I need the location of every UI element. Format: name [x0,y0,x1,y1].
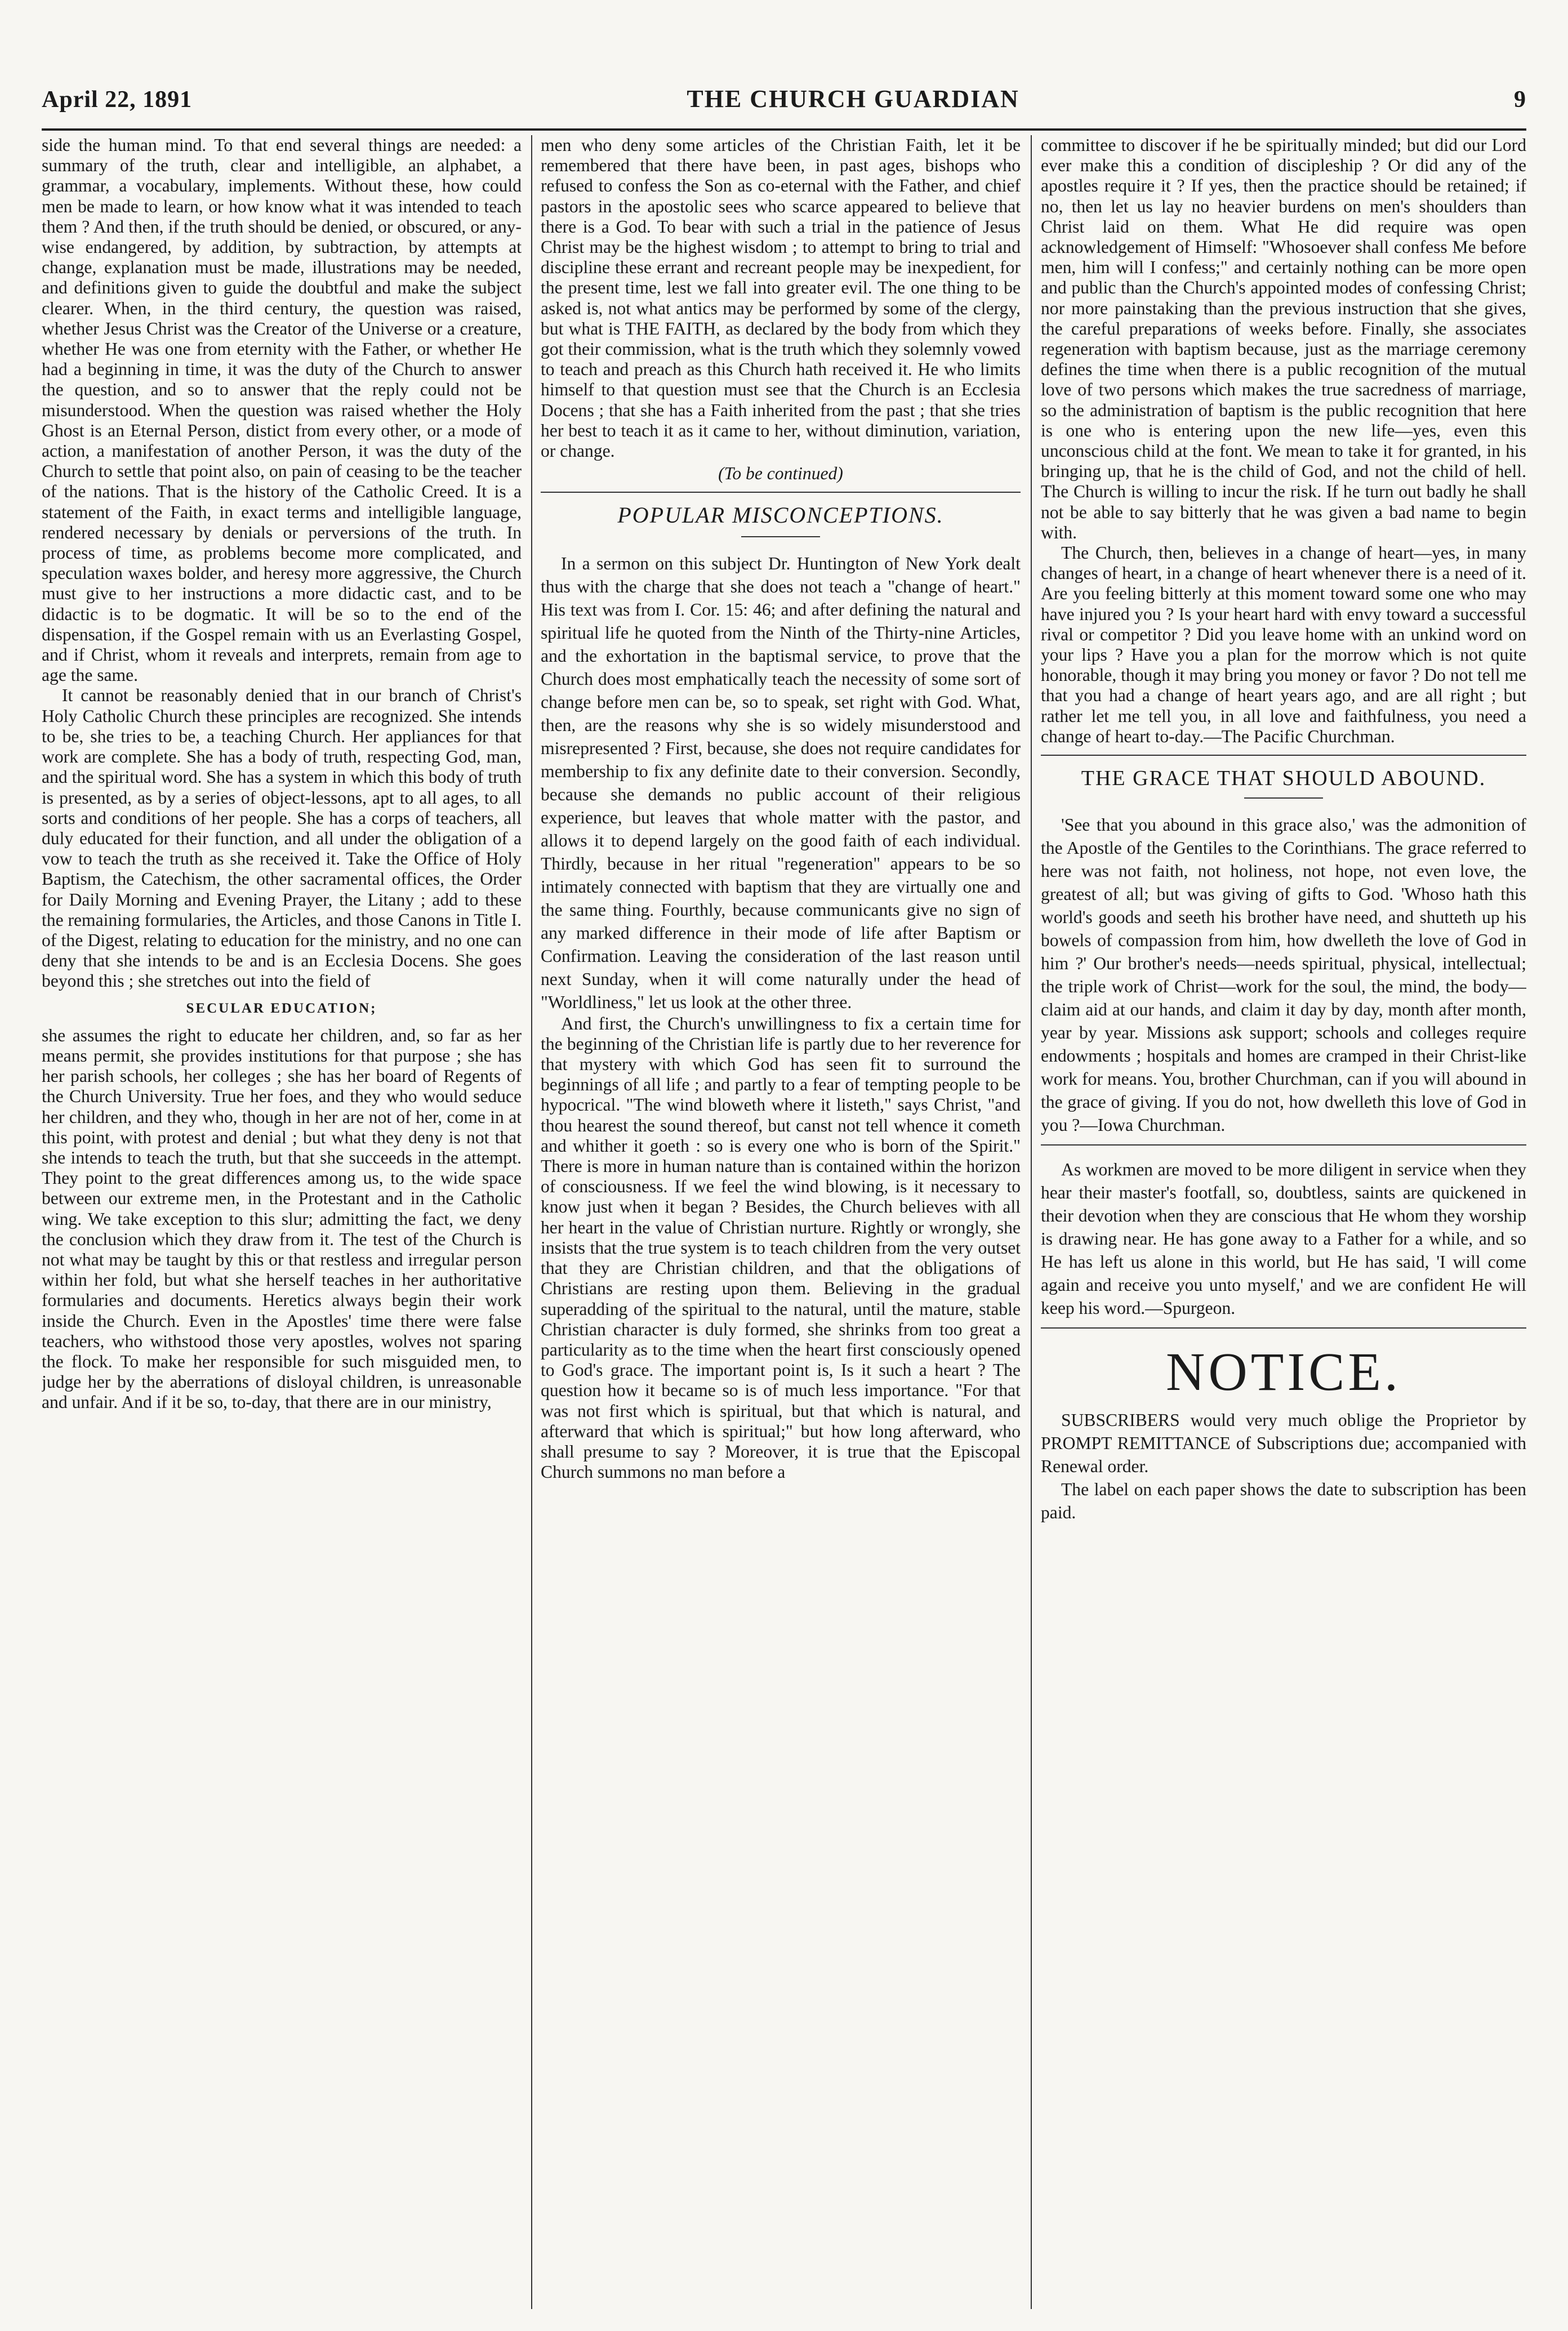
title-underline [1244,797,1323,799]
masthead-rule [42,128,1526,131]
to-be-continued: (To be continued) [718,463,843,484]
notice-paragraph: SUBSCRIBERS would very much oblige the Proprietor by PROMPT REMITTANCE of Subscriptions due; accompanied with Renewal order. [1041,1410,1526,1477]
notice-paragraph: The label on each paper shows the date to subscription has been paid. [1041,1479,1526,1523]
column-2 [541,135,1021,2309]
paragraph: side the human mind. To that end several things are needed: a summary of the truth, clear and intelligible, an alphabet, a grammar, a vocabulary, implements. Without these, how could men be made to learn, or how know what it was intended to teach them ? And then, if the truth should be denied, or obscured, or any-wise endangered, by addition, by subtraction, by attempts at change, explanation must be made, illustrations may be needed, and definitions given to guide the doubtful and make the subject clearer. When, in the third century, the question was raised, whether Jesus Christ was the Creator of the Universe or a creature, whether He was one from eternity with the Father, or whether He had a beginning in time, it was the duty of the Church to answer the question, and so to answer that the reply could not be misunderstood. When the question was raised whether the Holy Ghost is an Eternal Person, distict from every other, or a mode of action, a manifestation of another Person, it was the duty of the Church to settle that point also, on pain of ceasing to be the teacher of the nations. That is the history of the Catholic Creed. It is a statement of the Faith, in exact terms and intelligible language, rendered necessary by denials or perversions of the truth. In process of time, as problems become more complicated, and speculation waxes bolder, and heresy more aggressive, the Church must give to her instructions a more didactic cast, and to be didactic is to be dogmatic. It will be so to the end of the dispensation, if the Gospel remain with us an Everlasting Gospel, and if Christ, whom it reveals and interprets, remain from age to age the same. [42,135,522,685]
paragraph: The Church, then, believes in a change of heart—yes, in many changes of heart, in a change of heart whenever there is a need of it. Are you feeling bitterly at this moment toward some one who may have injured you ? Is your heart hard with envy toward a successful rival or competitor ? Did you leave home with an unkind word on your lips ? Have you a plan for the morrow which is not quite honorable, though it may bring you money or favor ? Do not tell me that you had a change of heart years ago, and are all right ; but rather let me tell you, in all love and faithfulness, you need a change of heart to-day.—The Pacific Churchman. [1041,543,1526,746]
notice-title: NOTICE. [1166,1341,1401,1402]
article-title: POPULAR MISCONCEPTIONS. [617,502,944,528]
section-subhead: SECULAR EDUCATION; [186,1000,377,1016]
paragraph: As workmen are moved to be more diligent in service when they hear their master's footfall, so, doubtless, saints are quickened in their devotion when they are conscious that He whom they worship is drawing near. He has gone away to a Father for a while, and so He has left us alone in this world, but He has said, 'I will come again and receive you unto myself,' and we are confident He will keep his word.—Spurgeon. [1041,1160,1526,1318]
paragraph: 'See that you abound in this grace also,' was the admonition of the Apostle of the Gentiles to the Corinthians. The grace referred to here was not faith, not holiness, not hope, not even love, the greatest of all; but was giving of gifts to God. 'Whoso hath this world's goods and seeth his brother have need, and shutteth up his bowels of compassion from him, how dwelleth the love of God in him ?' Our brother's needs—needs spiritual, physical, intellectual; the triple work of Christ—work for the soul, the mind, the body—claim aid at our hands, and claim it day by day, month after month, year by year. Missions ask support; schools and colleges require endowments ; hospitals and homes are cramped in their Christ-like work for means. You, brother Churchman, can if you will abound in the grace of giving. If you do not, how dwelleth this love of God in you ?—Iowa Churchman. [1041,815,1526,1135]
article-divider [541,492,1021,493]
column-divider [531,135,532,2309]
article-divider [1041,1144,1526,1146]
paragraph: committee to discover if he be spiritually minded; but did our Lord ever make this a condition of discipleship ? Or did any of the apostles require it ? If yes, then the practice should be retained; if no, then let us lay no heavier burdens on men's shoulders than Christ laid on them. What He did require was open acknowledgement of Himself: "Whosoever shall confess Me before men, him will I confess;" and certainly nothing can be more open and public than the Church's appointed modes of confessing Christ; nor more painstaking than the previous instruction that she gives, the careful preparations of weeks before. Finally, she associates regeneration with baptism because, just as the marriage ceremony defines the time when there is a public recognition of the mutual love of two persons which makes the true sacredness of marriage, so the administration of baptism is the public recognition that here is one who is entering upon the new life—yes, even this unconscious child at the font. We mean to take it for granted, in his bringing up, that he is the child of God, and not the child of hell. The Church is willing to incur the risk. If he turn out badly he shall not be able to say bitterly that he was given a bad name to begin with. [1041,135,1526,542]
paragraph: In a sermon on this subject Dr. Huntington of New York dealt thus with the charge that she does not teach a "change of heart." His text was from I. Cor. 15: 46; and after defining the natural and spiritual life he quoted from the Ninth of the Thirty-nine Articles, and the exhortation in the baptismal service, to prove that the Church does most emphatically teach the necessity of some sort of change before men can be, so to speak, set right with God. What, then, are the reasons why she is so widely misunderstood and misrepresented ? First, because, she does not require candidates for membership to fix any definite date to their conversion. Secondly, because she demands no public account of their religious experience, but leaves that whole matter with the pastor, and allows it to depend largely on the good faith of each individual. Thirdly, because in her ritual "regeneration" appears to be so intimately connected with baptism that they are virtually one and the same thing. Fourthly, because communicants give no sign of any marked difference in their mode of life after Baptism or Confirmation. Leaving the consideration of the last reason until next Sunday, when it will come naturally under the head of "Worldliness," let us look at the other three. [541,553,1021,1012]
column-3 [1041,135,1526,2309]
issue-date: April 22, 1891 [42,87,193,113]
article-title: THE GRACE THAT SHOULD ABOUND. [1081,766,1486,791]
paragraph: men who deny some articles of the Christian Faith, let it be remembered that there have been, in past ages, bishops who refused to confess the Son as co-eternal with the Father, and chief pastors in the apostolic sees who scarce appeared to believe that there is a God. To bear with such a trial in the patience of Jesus Christ may be the highest wisdom ; to attempt to bring to trial and discipline these errant and recreant people may be inexpedient, for the present time, lest we fall into greater evil. The one thing to be asked is, not what antics may be performed by some of the clergy, but what is THE FAITH, as declared by the body from which they got their commission, what is the truth which they solemnly vowed to teach and preach as this Church hath received it. He who limits himself to that question must see that the Church is an Ecclesia Docens ; that she has a Faith inherited from the past ; that she tries her best to teach it as it came to her, without diminution, variation, or change. [541,135,1021,461]
masthead [42,84,1526,124]
paragraph: And first, the Church's unwillingness to fix a certain time for the beginning of the Christian life is partly due to her reverence for that mystery with which God has seen fit to surround the beginnings of all life ; and partly to a fear of tempting people to be hypocrical. "The wind bloweth where it listeth," says Christ, "and thou hearest the sound thereof, but canst not tell whence it cometh and whither it goeth : so is every one who is born of the Spirit." There is more in human nature than is contained within the horizon of consciousness. If we feel the wind blowing, is it necessary to know just when it began ? Besides, the Church believes with all her heart in the value of Christian nurture. Rightly or wrongly, she insists that the true system is to teach children from the very outset that they are Christian children, and that the obligations of Christians are resting upon them. Believing in the gradual superadding of the spiritual to the natural, until the mature, stable Christian character is duly formed, she shrinks from too great a particularity as to the time when the heart first consciously opened to God's grace. The important point is, Is it such a heart ? The question how it became so is of much less importance. "For that was not first which is spiritual, but that which is natural, and afterward that which is spiritual;" but how long afterward, who shall presume to say ? Moreover, it is true that the Episcopal Church summons no man before a [541,1013,1021,1482]
paragraph: It cannot be reasonably denied that in our branch of Christ's Holy Catholic Church these principles are recognized. She intends to be, she tries to be, a teaching Church. Her appliances for that work are complete. She has a body of truth, respecting God, man, and the spiritual word. She has a system in which this body of truth is presented, as by a series of object-lessons, apt to all ages, to all sorts and conditions of her people. She has a corps of teachers, all duly educated for their function, and all under the obligation of a vow to teach the truth as she received it. Take the Office of Holy Baptism, the Catechism, the other sacramental offices, the Order for Daily Morning and Evening Prayer, the Litany ; add to these the remaining formularies, the Articles, and those Canons in Title I. of the Digest, relating to education for the ministry, and no one can deny that she intends to be and is an Ecclesia Docens. She goes beyond this ; she stretches out into the field of [42,685,522,991]
column-divider [1031,135,1032,2309]
newspaper-title: THE CHURCH GUARDIAN [687,85,1019,113]
article-divider [1041,1327,1526,1329]
column-1 [42,135,522,2309]
article-divider [1041,755,1526,756]
title-underline [741,536,820,537]
page-number: 9 [1514,87,1526,113]
paragraph: she assumes the right to educate her children, and, so far as her means permit, she provides institutions for that purpose ; she has her parish schools, her colleges ; she has her board of Regents of the Church University. True her foes, and they who would seduce her children, and they who, though in her are not of her, come in at this point, with protest and denial ; but what they deny is not that she intends to teach the truth, but that she succeeds in the attempt. They point to the great differences among us, to the wide space between our extreme men, in the Protestant and in the Catholic wing. We take exception to this slur; admitting the fact, we deny the conclusion which they draw from it. The test of the Church is not what may be taught by this or that restless and irregular person within her fold, but what she herself teaches in her authoritative formularies and documents. Heretics always begin their work inside the Church. Even in the Apostles' time there were false teachers, who withstood those very apostles, wolves not sparing the flock. To make her responsible for such misguided men, to judge her by the aberrations of disloyal children, is unreasonable and unfair. And if it be so, to-day, that there are in our ministry, [42,1025,522,1412]
